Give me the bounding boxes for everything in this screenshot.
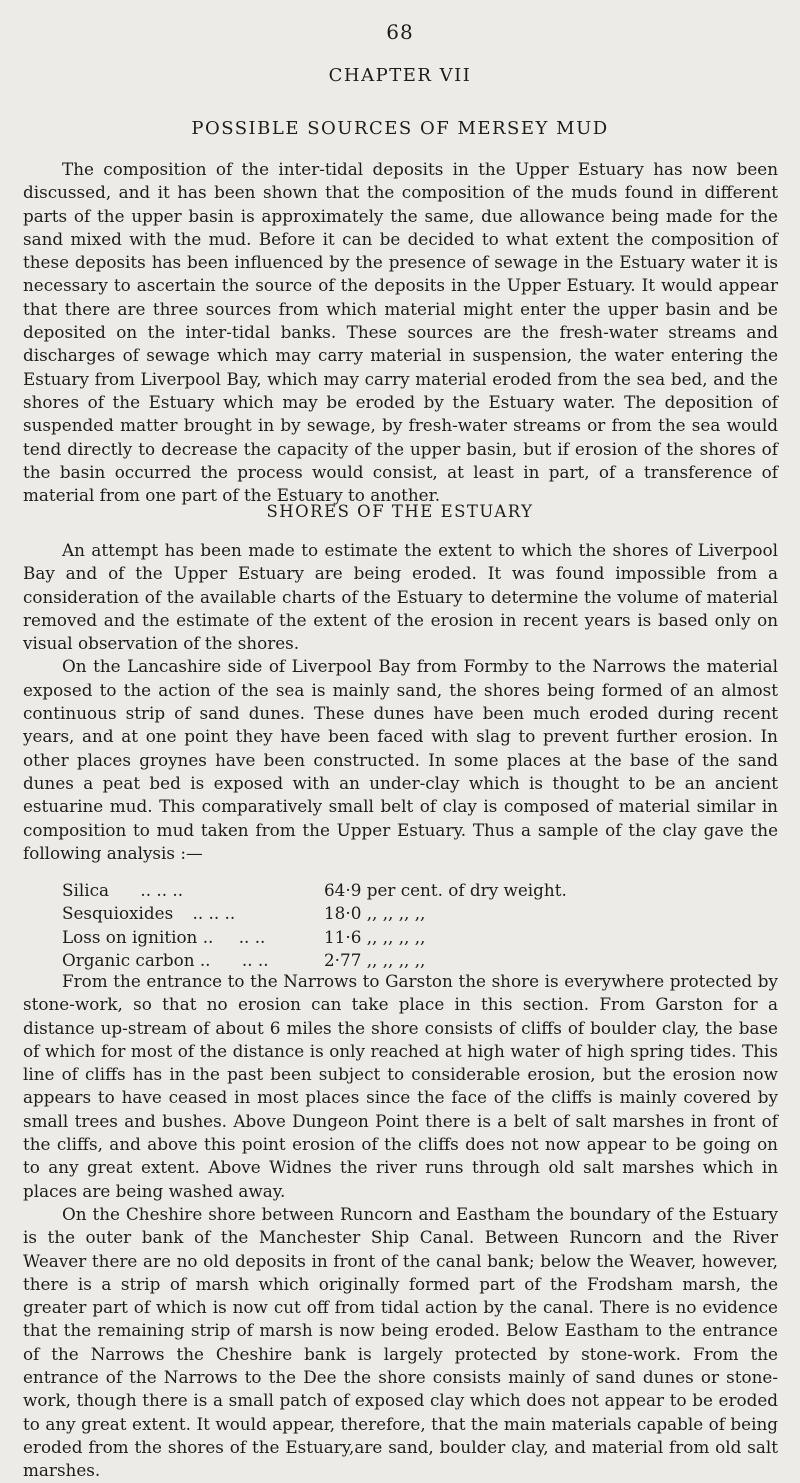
paragraph-cheshire-shore: On the Cheshire shore between Runcorn and Eastham the boundary of the Estuary is the outer bank of the Manchester Ship Canal. Between Runcorn and the River Weaver there are no old deposits in front of the canal bank; below the Weaver, however, there is a strip of marsh which originally formed part of the Frodsham marsh, the greater part of which is now cut off from tidal action by the canal. There is no evidence that the remaining strip of marsh is now being eroded. Below Eastham to the entrance of the Narrows the Cheshire bank is largely protected by stone-work. From the entrance of the Narrows to the Dee the shore consists mainly of sand dunes or stone-work, though there is a small patch of exposed clay which does not appear to be eroded to any great extent. It would appear, therefore, that the main materials capable of being eroded from the shores of the Estuary,are sand, boulder clay, and material from old salt marshes. xyxy=(23,1203,778,1481)
chapter-title: POSSIBLE SOURCES OF MERSEY MUD xyxy=(191,118,609,139)
analysis-value: 11·6 ,, ,, ,, ,, xyxy=(324,926,426,947)
section-heading: SHORES OF THE ESTUARY xyxy=(266,502,534,521)
shores-section xyxy=(23,539,778,865)
chapter-heading: CHAPTER VII xyxy=(328,65,472,86)
analysis-label: Silica .. .. .. xyxy=(62,880,184,900)
closing-section xyxy=(23,970,778,1483)
page-number: 68 xyxy=(386,20,414,44)
intro-paragraph: The composition of the inter-tidal deposits in the Upper Estuary has now been discussed, and it has been shown that the composition of the muds found in different parts of the upper basin is approximately the same, due allowance being made for the sand mixed with the mud. Before it can be decided to what extent the composition of these deposits has been influenced by the presence of sewage in the Estuary water it is necessary to ascertain the source of the deposits in the Upper Estuary. It would appear that there are three sources from which material might enter the upper basin and be deposited on the inter-tidal banks. These sources are the fresh-water streams and discharges of sewage which may carry material in suspension, the water entering the Estuary from Liverpool Bay, which may carry material eroded from the sea bed, and the shores of the Estuary which may be eroded by the Estuary water. The deposition of suspended matter brought in by sewage, by fresh-water streams or from the sea would tend directly to decrease the capacity of the upper basin, but if erosion of the shores of the basin occurred the process would consist, at least in part, of a transference of material from one part of the Estuary to another. xyxy=(23,159,778,506)
paragraph-narrows-to-garston: From the entrance to the Narrows to Garston the shore is everywhere protected by stone-work, so that no erosion can take place in this section. From Garston for a distance up-stream of about 6 miles the shore consists of cliffs of boulder clay, the base of which for most of the distance is only reached at high water of high spring tides. This line of cliffs has in the past been subject to considerable erosion, but the erosion now appears to have ceased in most places since the face of the cliffs is mainly covered by small trees and bushes. Above Dungeon Point there is a belt of salt marshes in front of the cliffs, and above this point erosion of the cliffs does not now appear to be going on to any great extent. Above Widnes the river runs through old salt marshes which in places are being washed away. xyxy=(23,971,778,1201)
paragraph-erosion-estimate: An attempt has been made to estimate the extent to which the shores of Liverpool Bay and of the Upper Estuary are being eroded. It was found impossible from a consideration of the available charts of the Estuary to determine the volume of material removed and the estimate of the extent of the erosion in recent years is based only on visual observation of the shores. xyxy=(23,540,778,654)
analysis-label: Loss on ignition .. .. .. xyxy=(62,926,266,947)
analysis-label: Sesquioxides .. .. .. xyxy=(62,903,236,924)
analysis-value: 64·9 per cent. of dry weight. xyxy=(324,880,567,900)
paragraph-lancashire-side: On the Lancashire side of Liverpool Bay from Formby to the Narrows the material exposed to the action of the sea is mainly sand, the shores being formed of an almost continuous strip of sand dunes. These dunes have been much eroded during recent years, and at one point they have been faced with slag to prevent further erosion. In other places groynes have been constructed. In some places at the base of the sand dunes a peat bed is exposed with an under-clay which is thought to be an ancient estuarine mud. This comparatively small belt of clay is composed of material similar in composition to mud taken from the Upper Estuary. Thus a sample of the clay gave the following analysis :— xyxy=(23,656,778,863)
analysis-label: Organic carbon .. .. .. xyxy=(62,949,269,970)
analysis-value: 18·0 ,, ,, ,, ,, xyxy=(324,903,426,924)
analysis-value: 2·77 ,, ,, ,, ,, xyxy=(324,949,426,970)
intro-section xyxy=(23,158,778,507)
